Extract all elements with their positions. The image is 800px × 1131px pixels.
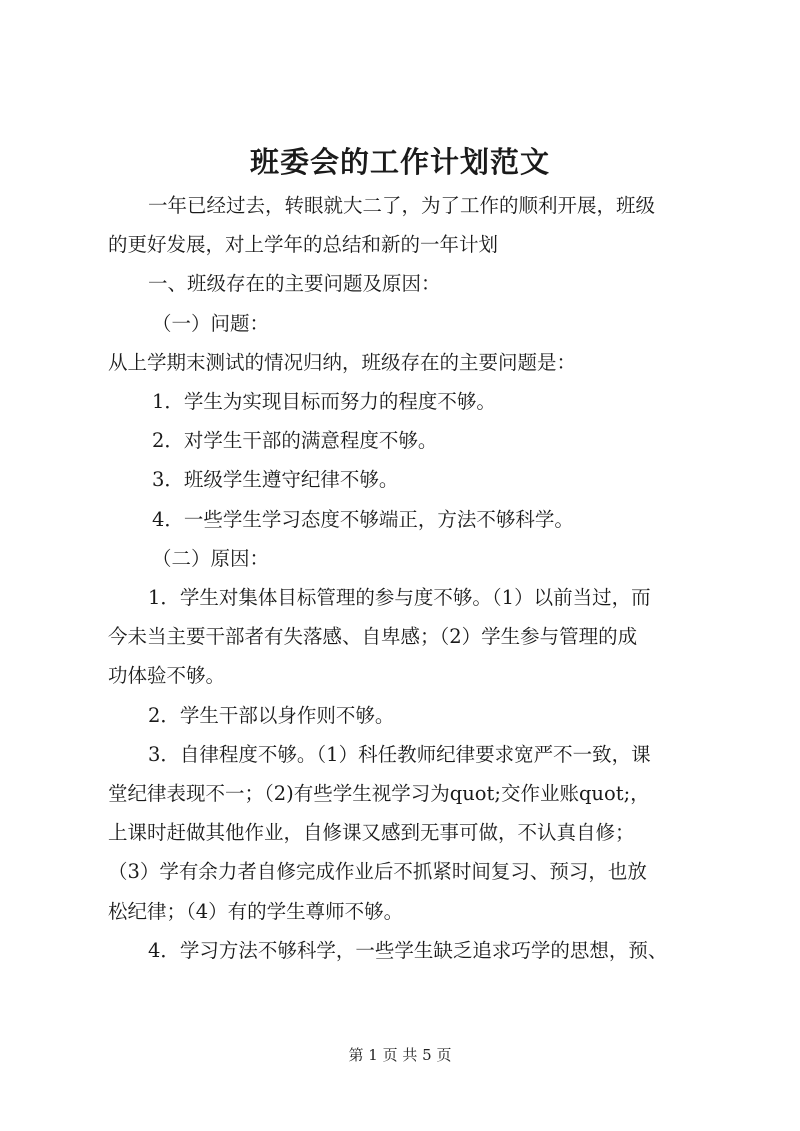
paragraph-line: 松纪律；（4）有的学生尊师不够。 bbox=[108, 899, 404, 923]
page-number: 第 1 页 共 5 页 bbox=[348, 1046, 452, 1064]
list-item: 1．学生为实现目标而努力的程度不够。 bbox=[152, 390, 496, 414]
paragraph-line: 一年已经过去，转眼就大二了，为了工作的顺利开展，班级 bbox=[148, 194, 656, 217]
list-item: 4．学习方法不够科学，一些学生缺乏追求巧学的思想，预、 bbox=[148, 938, 668, 962]
paragraph-line: （3）学有余力者自修完成作业后不抓紧时间复习、预习，也放 bbox=[108, 860, 647, 884]
paragraph-line: 从上学期末测试的情况归纳，班级存在的主要问题是： bbox=[108, 350, 577, 374]
subsection-heading: （二）原因： bbox=[152, 546, 270, 570]
list-item: 3．班级学生遵守纪律不够。 bbox=[152, 468, 399, 492]
list-item: 4．一些学生学习态度不够端正，方法不够科学。 bbox=[152, 507, 574, 531]
paragraph-line: 的更好发展，对上学年的总结和新的一年计划 bbox=[108, 233, 499, 257]
list-item: 3．自律程度不够。（1）科任教师纪律要求宽严不一致，课 bbox=[148, 742, 651, 766]
list-item: 1．学生对集体目标管理的参与度不够。（1）以前当过，而 bbox=[148, 586, 651, 610]
paragraph-line: 上课时赶做其他作业，自修课又感到无事可做，不认真自修； bbox=[108, 821, 635, 845]
paragraph-line: 功体验不够。 bbox=[108, 664, 226, 688]
page-title: 班委会的工作计划范文 bbox=[249, 145, 550, 179]
list-item: 2．学生干部以身作则不够。 bbox=[148, 703, 395, 727]
section-heading: 一、班级存在的主要问题及原因： bbox=[148, 272, 441, 296]
list-item: 2．对学生干部的满意程度不够。 bbox=[152, 429, 438, 453]
document-body bbox=[108, 186, 708, 970]
paragraph-line: 今未当主要干部者有失落感、自卑感；（2）学生参与管理的成 bbox=[108, 625, 638, 649]
subsection-heading: （一）问题： bbox=[152, 311, 270, 335]
paragraph-line: 堂纪律表现不一；（2)有些学生视学习为quot;交作业账quot;， bbox=[108, 782, 650, 806]
